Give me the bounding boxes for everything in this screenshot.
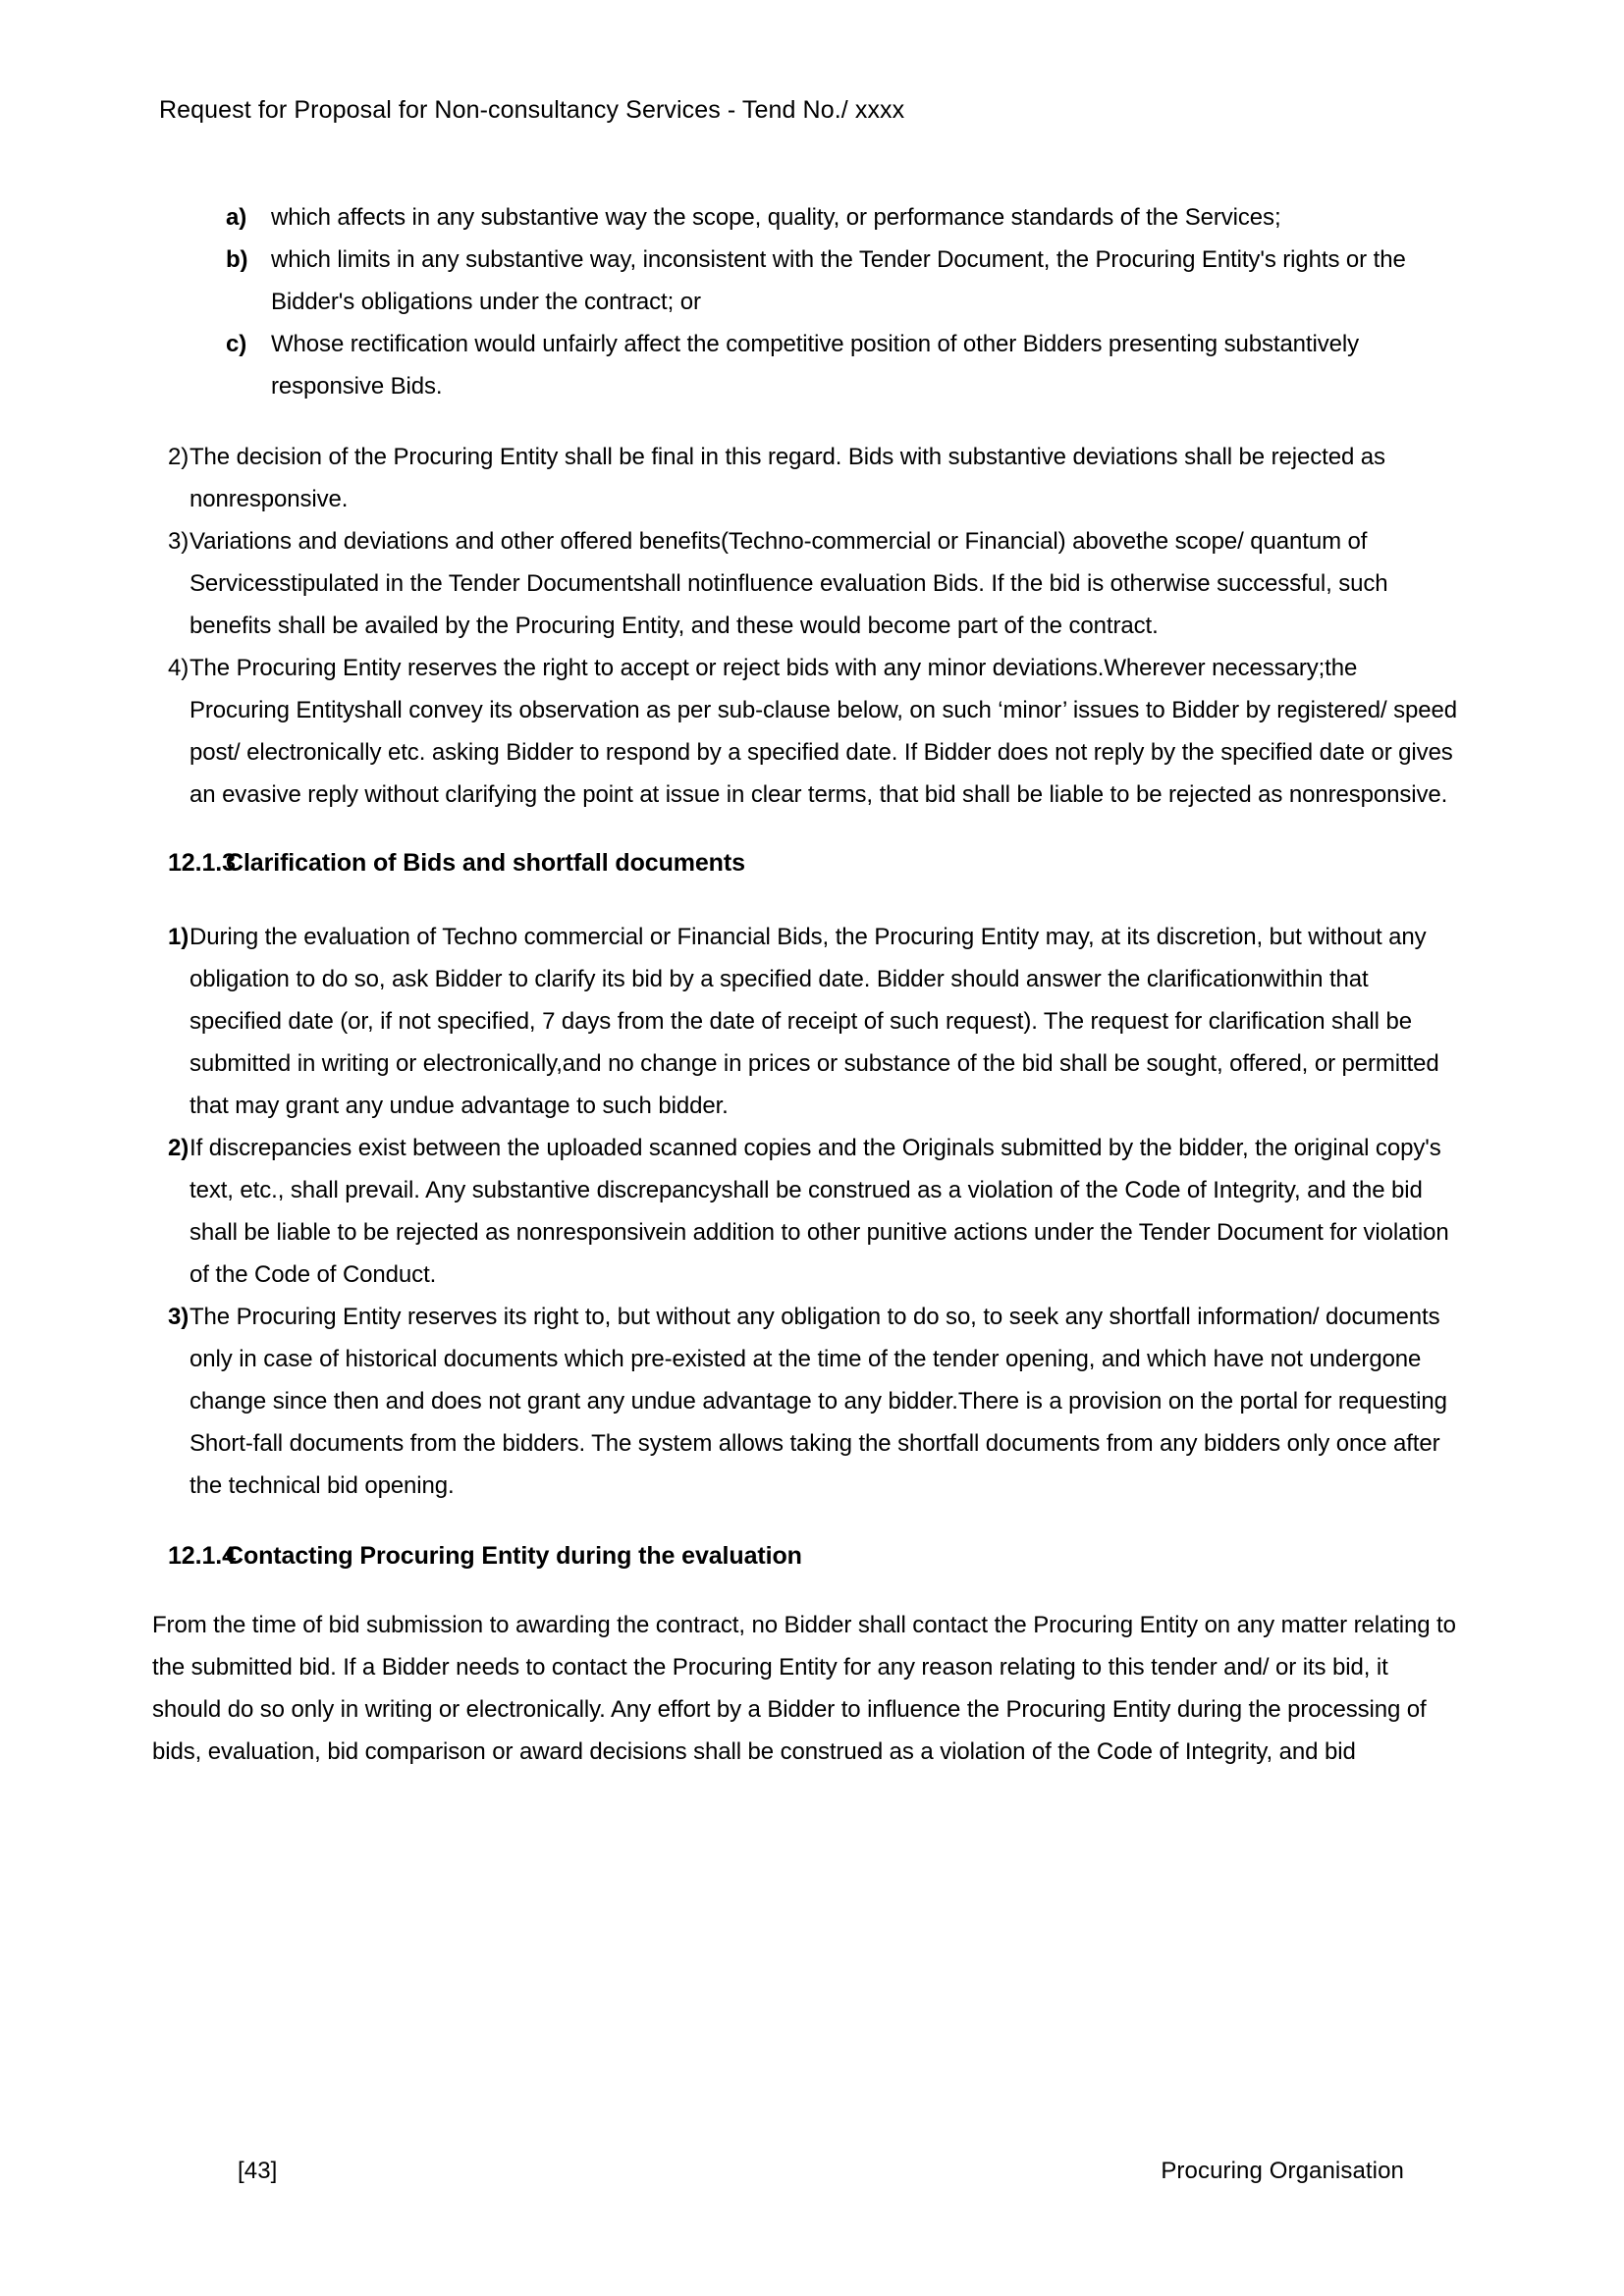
list-item <box>168 916 1460 1127</box>
footer-organisation: Procuring Organisation <box>1161 2158 1404 2184</box>
list-item-label: 2) <box>168 444 189 470</box>
list-item-text: which affects in any substantive way the scope, quality, or performance standards of the Services; <box>271 204 1281 231</box>
list-item <box>168 436 1460 520</box>
page-number: [43] <box>238 2158 278 2184</box>
section-heading-12-1-3 <box>168 842 1460 884</box>
section-heading-12-1-4 <box>168 1535 1460 1577</box>
list-item-text: The Procuring Entity reserves the right to accept or reject bids with any minor deviations.Wherever necessary;the Procuring Entityshall convey its observation as per sub-clause below, on such ‘minor’ issues to Bidder by registered/ speed post/ electronically etc. asking Bidder to respond by a specified date. If Bidder does not reply by the specified date or gives an evasive reply without clarifying the point at issue in clear terms, that bid shall be liable to be rejected as nonresponsive. <box>189 655 1458 808</box>
numbered-list <box>168 436 1460 816</box>
section-number: 12.1.4 <box>168 1542 236 1570</box>
list-item-label: 3) <box>168 528 189 555</box>
list-item-label: 4) <box>168 655 189 681</box>
section-number: 12.1.3 <box>168 849 236 877</box>
list-item-text: During the evaluation of Techno commercial or Financial Bids, the Procuring Entity may, at its discretion, but without any obligation to do so, ask Bidder to clarify its bid by a specified date. Bidder should answer the clarificationwithin that specified date (or, if not specified, 7 days from the date of receipt of such request). The request for clarification shall be submitted in writing or electronically,and no change in prices or substance of the bid shall be sought, offered, or permitted that may grant any undue advantage to such bidder. <box>189 924 1439 1119</box>
list-item-label: 2) <box>168 1135 189 1161</box>
list-item-text: The Procuring Entity reserves its right to, but without any obligation to do so, to seek any shortfall information/ documents only in case of historical documents which pre-existed at the time of the tender opening, and which have not undergone change since then and does not grant any undue advantage to any bidder.There is a provision on the portal for requesting Short-fall documents from the bidders. The system allows taking the shortfall documents from any bidders only once after the technical bid opening. <box>189 1304 1447 1499</box>
list-item <box>226 196 1460 239</box>
list-item-text: Variations and deviations and other offered benefits(Techno-commercial or Financial) abovethe scope/ quantum of Servicesstipulated in the Tender Documentshall notinfluence evaluation Bids. If the bid is otherwise successful, such benefits shall be availed by the Procuring Entity, and these would become part of the contract. <box>189 528 1388 639</box>
page-header-title: Request for Proposal for Non-consultancy Services - Tend No./ xxxx <box>159 96 905 124</box>
list-item-text: If discrepancies exist between the uploaded scanned copies and the Originals submitted by the bidder, the original copy's text, etc., shall prevail. Any substantive discrepancyshall be construed as a violation of the Code of Integrity, and the bid shall be liable to be rejected as nonresponsivein addition to other punitive actions under the Tender Document for violation of the Code of Conduct. <box>189 1135 1449 1288</box>
list-item <box>226 323 1460 407</box>
list-item <box>168 647 1460 816</box>
section-paragraph: From the time of bid submission to awarding the contract, no Bidder shall contact the Procuring Entity on any matter relating to the submitted bid. If a Bidder needs to contact the Procuring Entity for any reason relating to this tender and/ or its bid, it should do so only in writing or electronically. Any effort by a Bidder to influence the Procuring Entity during the processing of bids, evaluation, bid comparison or award decisions shall be construed as a violation of the Code of Integrity, and bid <box>152 1612 1456 1765</box>
list-item-label: a) <box>226 204 247 231</box>
list-item <box>168 520 1460 647</box>
section-title: Contacting Procuring Entity during the evaluation <box>226 1542 802 1570</box>
list-item-text: which limits in any substantive way, inconsistent with the Tender Document, the Procuring Entity's rights or the Bidder's obligations under the contract; or <box>271 246 1406 315</box>
section-title: Clarification of Bids and shortfall documents <box>226 849 745 877</box>
lettered-list <box>226 196 1460 407</box>
list-item-label: b) <box>226 246 248 273</box>
list-item-label: 3) <box>168 1304 189 1330</box>
list-item <box>168 1296 1460 1507</box>
page-content <box>152 196 1460 1773</box>
list-item <box>168 1127 1460 1296</box>
list-item <box>226 239 1460 323</box>
list-item-text: The decision of the Procuring Entity shall be final in this regard. Bids with substantive deviations shall be rejected as nonresponsive. <box>189 444 1385 512</box>
list-item-text: Whose rectification would unfairly affect the competitive position of other Bidders presenting substantively responsive Bids. <box>271 331 1360 400</box>
list-item-label: c) <box>226 331 247 357</box>
page-footer <box>238 2158 1404 2185</box>
clarification-list <box>168 916 1460 1507</box>
list-item-label: 1) <box>168 924 189 950</box>
